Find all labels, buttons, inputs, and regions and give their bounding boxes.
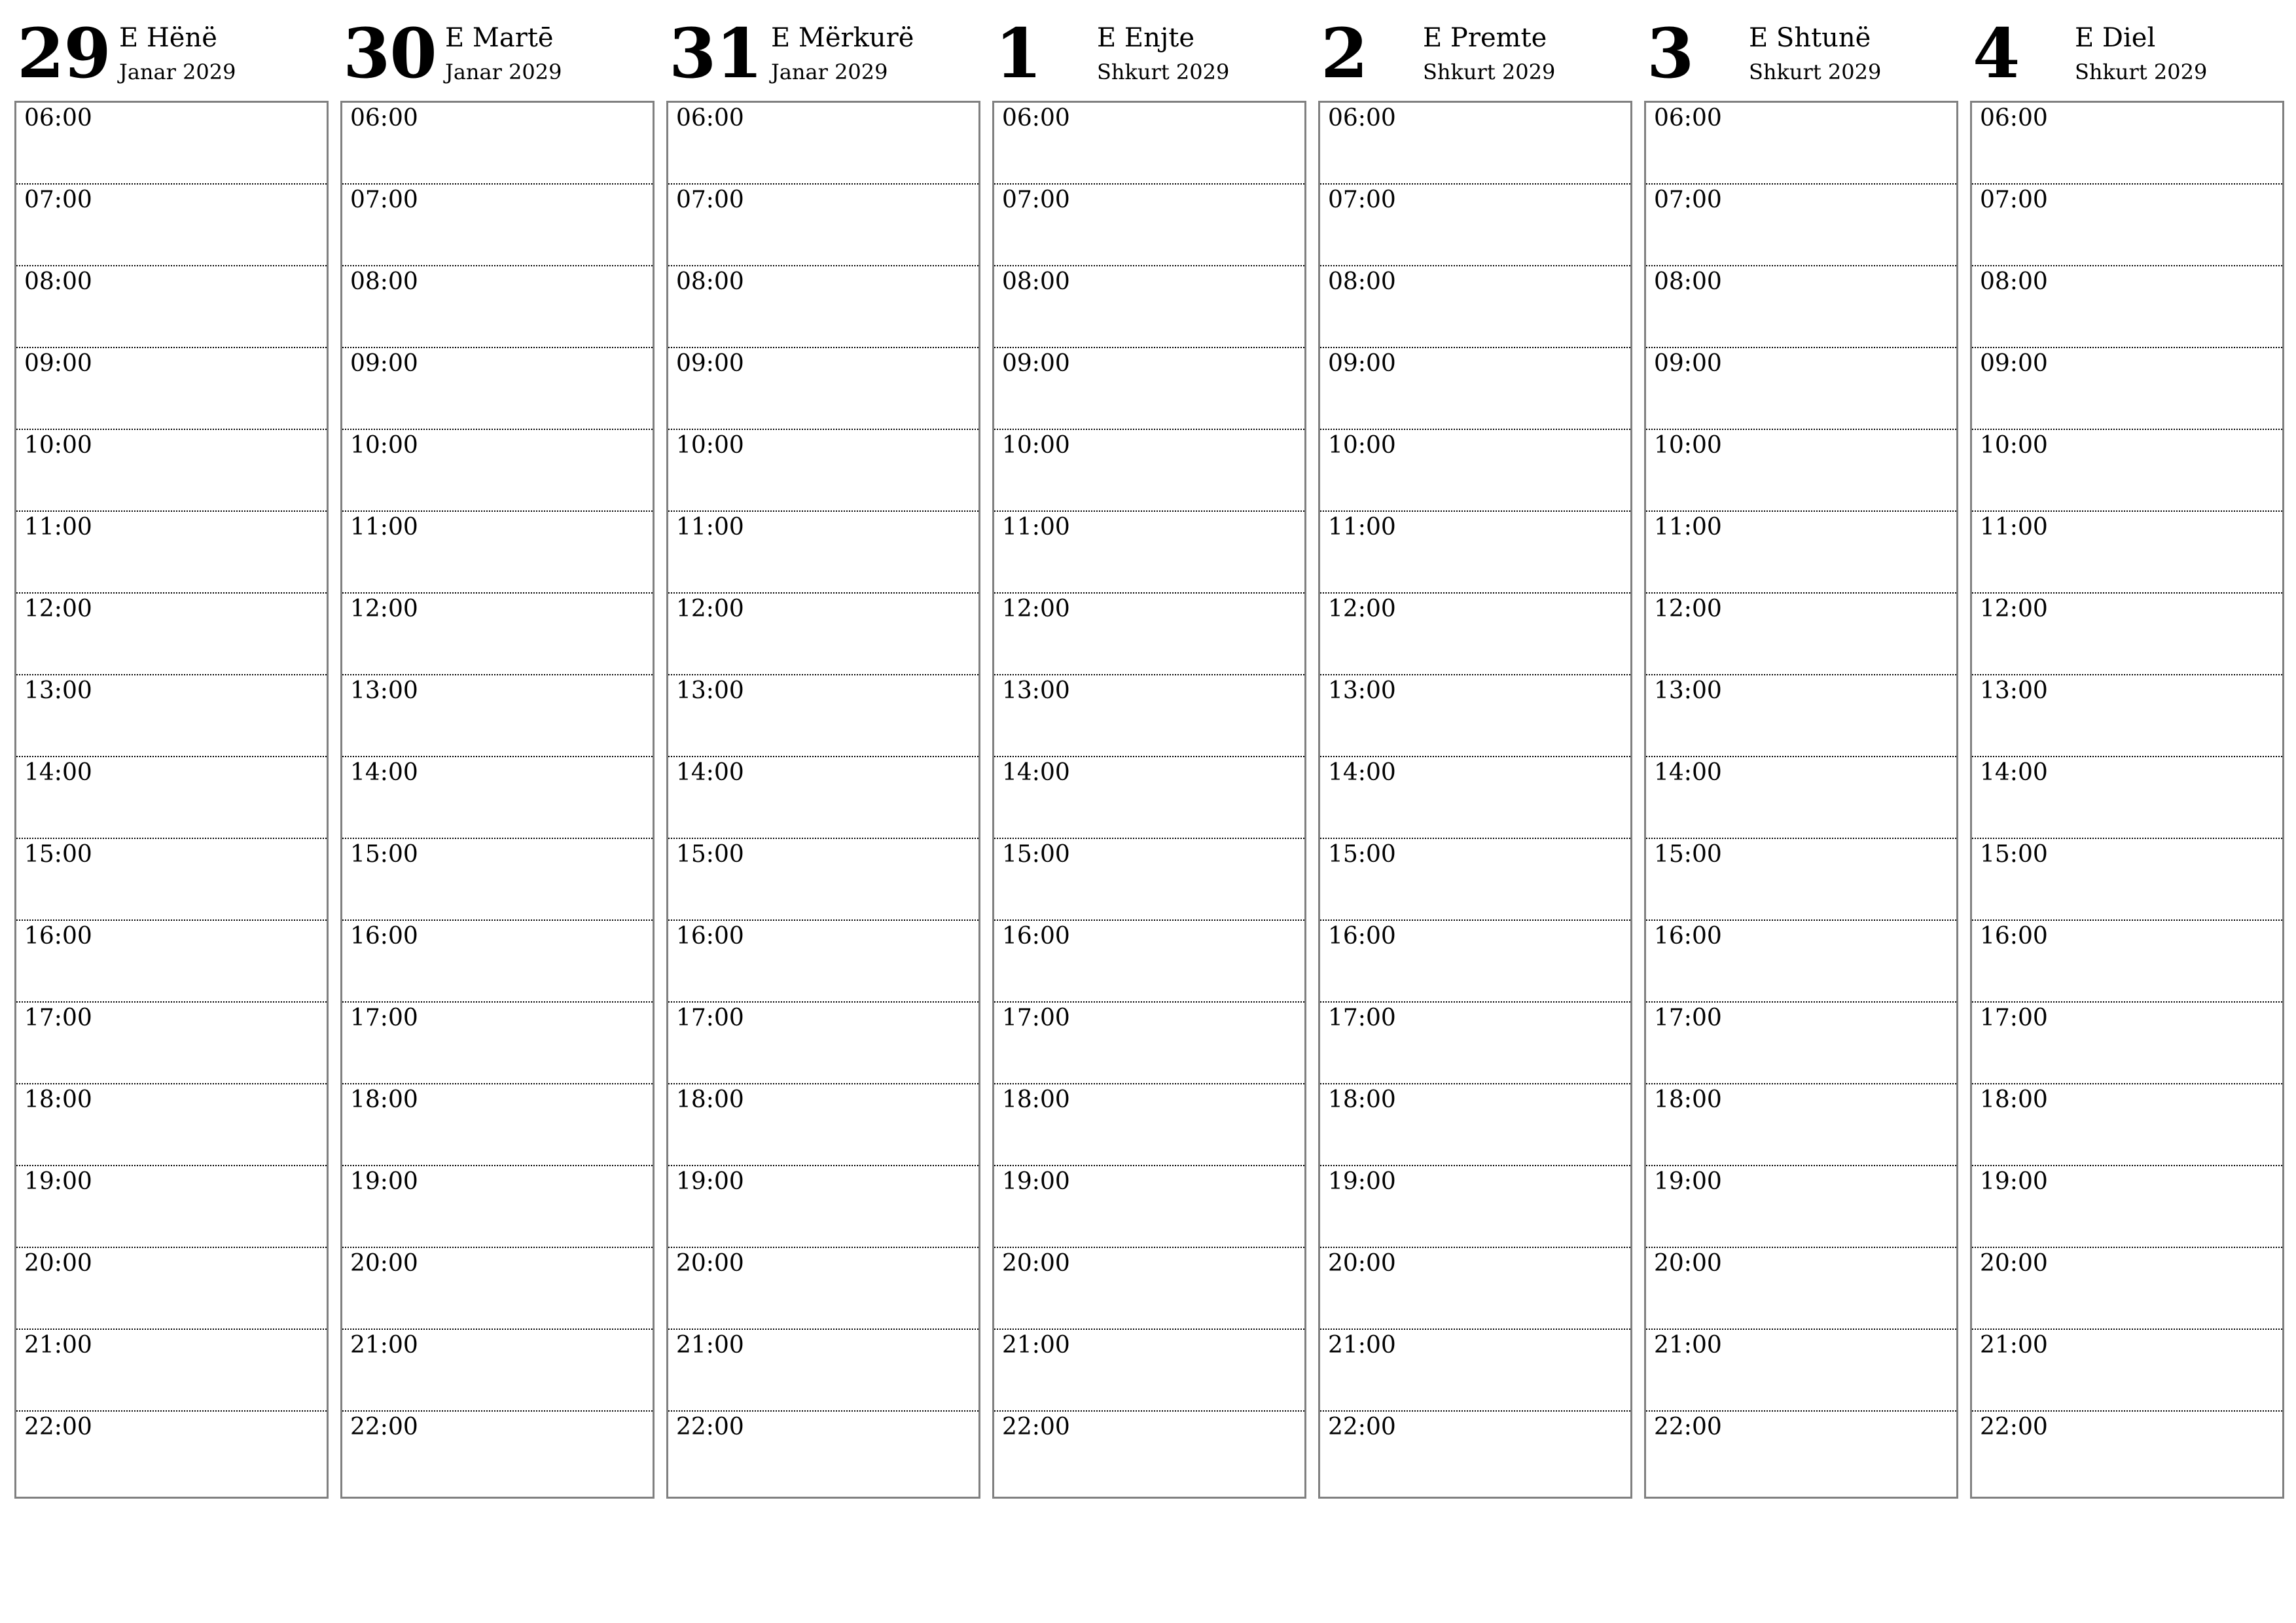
hour-label: 14:00 bbox=[1654, 759, 1722, 786]
hour-slot[interactable] bbox=[1320, 594, 1630, 675]
hour-slot[interactable] bbox=[16, 839, 327, 921]
hour-slot[interactable] bbox=[1972, 185, 2282, 266]
hour-label: 19:00 bbox=[1980, 1168, 2048, 1195]
hour-label: 20:00 bbox=[1002, 1250, 1070, 1277]
hour-slot[interactable] bbox=[994, 348, 1304, 430]
hour-slot[interactable] bbox=[1972, 675, 2282, 757]
hour-label: 09:00 bbox=[1002, 350, 1070, 377]
hour-slot[interactable] bbox=[668, 1248, 978, 1330]
hour-slot[interactable] bbox=[342, 1166, 653, 1248]
hour-label: 11:00 bbox=[676, 514, 744, 541]
hour-slot[interactable] bbox=[1320, 1166, 1630, 1248]
hour-slot[interactable] bbox=[16, 266, 327, 348]
hour-label: 15:00 bbox=[350, 841, 418, 868]
day-month-year: Janar 2029 bbox=[771, 60, 888, 84]
hour-label: 13:00 bbox=[1002, 677, 1070, 704]
hour-label: 11:00 bbox=[1002, 514, 1070, 541]
hour-label: 09:00 bbox=[1654, 350, 1722, 377]
hour-label: 13:00 bbox=[350, 677, 418, 704]
hour-label: 13:00 bbox=[1654, 677, 1722, 704]
hour-slot[interactable] bbox=[1972, 1330, 2282, 1412]
hour-label: 16:00 bbox=[350, 923, 418, 950]
hour-slot[interactable] bbox=[1320, 757, 1630, 839]
hour-slot[interactable] bbox=[1972, 266, 2282, 348]
hour-slot[interactable] bbox=[668, 839, 978, 921]
hour-label: 12:00 bbox=[676, 596, 744, 622]
hour-slot[interactable] bbox=[342, 1330, 653, 1412]
day-month-year: Janar 2029 bbox=[445, 60, 562, 84]
hour-label: 19:00 bbox=[1328, 1168, 1396, 1195]
hour-slot[interactable] bbox=[668, 1412, 978, 1493]
hour-slot[interactable] bbox=[16, 1166, 327, 1248]
hour-slot[interactable] bbox=[1646, 839, 1956, 921]
hour-slot[interactable] bbox=[994, 1248, 1304, 1330]
hour-label: 13:00 bbox=[1980, 677, 2048, 704]
hour-slot[interactable] bbox=[1646, 1412, 1956, 1493]
hour-slot[interactable] bbox=[994, 1330, 1304, 1412]
hour-slot[interactable] bbox=[16, 1248, 327, 1330]
hour-slot[interactable] bbox=[1320, 1084, 1630, 1166]
day-column bbox=[14, 0, 327, 1499]
hour-label: 11:00 bbox=[1328, 514, 1396, 541]
hour-label: 17:00 bbox=[350, 1005, 418, 1031]
hour-slot[interactable] bbox=[1320, 1412, 1630, 1493]
hour-slot[interactable] bbox=[16, 921, 327, 1003]
hour-label: 08:00 bbox=[1328, 268, 1396, 295]
hour-label: 20:00 bbox=[1654, 1250, 1722, 1277]
hour-label: 07:00 bbox=[676, 187, 744, 213]
hour-label: 16:00 bbox=[1654, 923, 1722, 950]
hour-label: 09:00 bbox=[350, 350, 418, 377]
hour-slot[interactable] bbox=[668, 103, 978, 185]
hour-slot[interactable] bbox=[1320, 348, 1630, 430]
hour-slot[interactable] bbox=[994, 185, 1304, 266]
hour-label: 08:00 bbox=[676, 268, 744, 295]
hour-label: 22:00 bbox=[1980, 1414, 2048, 1440]
hour-slot[interactable] bbox=[342, 266, 653, 348]
hour-grid bbox=[14, 101, 329, 1499]
hour-slot[interactable] bbox=[342, 430, 653, 512]
day-number: 31 bbox=[669, 13, 762, 94]
hour-slot[interactable] bbox=[1646, 103, 1956, 185]
hour-slot[interactable] bbox=[1646, 921, 1956, 1003]
hour-slot[interactable] bbox=[1646, 348, 1956, 430]
hour-label: 13:00 bbox=[1328, 677, 1396, 704]
hour-slot[interactable] bbox=[1972, 1248, 2282, 1330]
day-number: 2 bbox=[1321, 13, 1368, 94]
hour-label: 07:00 bbox=[1980, 187, 2048, 213]
hour-label: 07:00 bbox=[1328, 187, 1396, 213]
hour-label: 06:00 bbox=[676, 105, 744, 132]
hour-label: 08:00 bbox=[1980, 268, 2048, 295]
hour-slot[interactable] bbox=[342, 675, 653, 757]
day-name: E Martē bbox=[445, 23, 554, 53]
hour-label: 21:00 bbox=[676, 1332, 744, 1359]
day-number: 4 bbox=[1973, 13, 2020, 94]
hour-grid bbox=[1970, 101, 2284, 1499]
hour-label: 16:00 bbox=[1002, 923, 1070, 950]
hour-slot[interactable] bbox=[994, 594, 1304, 675]
hour-slot[interactable] bbox=[668, 1003, 978, 1084]
day-column bbox=[340, 0, 653, 1499]
hour-label: 09:00 bbox=[24, 350, 92, 377]
hour-label: 09:00 bbox=[1328, 350, 1396, 377]
hour-slot[interactable] bbox=[668, 512, 978, 594]
hour-label: 22:00 bbox=[1002, 1414, 1070, 1440]
hour-slot[interactable] bbox=[16, 103, 327, 185]
hour-label: 12:00 bbox=[1328, 596, 1396, 622]
hour-label: 20:00 bbox=[24, 1250, 92, 1277]
day-name: E Premte bbox=[1423, 23, 1547, 53]
hour-slot[interactable] bbox=[994, 103, 1304, 185]
hour-slot[interactable] bbox=[1646, 675, 1956, 757]
hour-label: 20:00 bbox=[676, 1250, 744, 1277]
hour-slot[interactable] bbox=[668, 185, 978, 266]
day-column bbox=[992, 0, 1305, 1499]
hour-label: 08:00 bbox=[1002, 268, 1070, 295]
day-header bbox=[666, 0, 979, 98]
hour-label: 07:00 bbox=[1002, 187, 1070, 213]
hour-slot[interactable] bbox=[1972, 512, 2282, 594]
hour-label: 15:00 bbox=[1980, 841, 2048, 868]
hour-slot[interactable] bbox=[1646, 1003, 1956, 1084]
hour-label: 11:00 bbox=[1980, 514, 2048, 541]
hour-label: 21:00 bbox=[24, 1332, 92, 1359]
day-month-year: Shkurt 2029 bbox=[2075, 60, 2208, 84]
hour-label: 12:00 bbox=[350, 596, 418, 622]
hour-slot[interactable] bbox=[342, 594, 653, 675]
hour-label: 20:00 bbox=[1980, 1250, 2048, 1277]
hour-slot[interactable] bbox=[1320, 1248, 1630, 1330]
hour-slot[interactable] bbox=[1646, 1330, 1956, 1412]
hour-label: 16:00 bbox=[1980, 923, 2048, 950]
hour-grid bbox=[666, 101, 980, 1499]
hour-label: 21:00 bbox=[1980, 1332, 2048, 1359]
hour-slot[interactable] bbox=[994, 839, 1304, 921]
hour-grid bbox=[992, 101, 1306, 1499]
hour-label: 17:00 bbox=[1980, 1005, 2048, 1031]
hour-slot[interactable] bbox=[994, 266, 1304, 348]
hour-label: 14:00 bbox=[1328, 759, 1396, 786]
hour-label: 14:00 bbox=[676, 759, 744, 786]
hour-slot[interactable] bbox=[1320, 839, 1630, 921]
hour-label: 15:00 bbox=[676, 841, 744, 868]
hour-slot[interactable] bbox=[1320, 430, 1630, 512]
hour-grid bbox=[1644, 101, 1958, 1499]
hour-label: 08:00 bbox=[1654, 268, 1722, 295]
hour-slot[interactable] bbox=[342, 1412, 653, 1493]
hour-label: 10:00 bbox=[350, 432, 418, 459]
hour-label: 12:00 bbox=[1980, 596, 2048, 622]
hour-label: 21:00 bbox=[350, 1332, 418, 1359]
hour-slot[interactable] bbox=[1320, 185, 1630, 266]
hour-slot[interactable] bbox=[1646, 266, 1956, 348]
hour-slot[interactable] bbox=[994, 1166, 1304, 1248]
hour-label: 14:00 bbox=[350, 759, 418, 786]
hour-label: 17:00 bbox=[24, 1005, 92, 1031]
hour-label: 15:00 bbox=[24, 841, 92, 868]
hour-slot[interactable] bbox=[342, 757, 653, 839]
hour-label: 18:00 bbox=[1980, 1086, 2048, 1113]
hour-slot[interactable] bbox=[668, 348, 978, 430]
hour-label: 14:00 bbox=[1980, 759, 2048, 786]
day-header bbox=[1644, 0, 1957, 98]
hour-slot[interactable] bbox=[668, 1084, 978, 1166]
hour-label: 16:00 bbox=[24, 923, 92, 950]
hour-label: 17:00 bbox=[1002, 1005, 1070, 1031]
hour-label: 06:00 bbox=[1654, 105, 1722, 132]
hour-slot[interactable] bbox=[16, 1412, 327, 1493]
hour-label: 19:00 bbox=[1002, 1168, 1070, 1195]
hour-slot[interactable] bbox=[668, 430, 978, 512]
hour-label: 12:00 bbox=[24, 596, 92, 622]
hour-label: 17:00 bbox=[1328, 1005, 1396, 1031]
hour-label: 08:00 bbox=[24, 268, 92, 295]
day-number: 29 bbox=[17, 13, 111, 94]
day-header bbox=[1970, 0, 2283, 98]
hour-label: 22:00 bbox=[24, 1414, 92, 1440]
hour-slot[interactable] bbox=[668, 921, 978, 1003]
hour-slot[interactable] bbox=[16, 675, 327, 757]
hour-label: 06:00 bbox=[350, 105, 418, 132]
day-name: E Mërkurë bbox=[771, 23, 914, 53]
hour-slot[interactable] bbox=[668, 266, 978, 348]
hour-grid bbox=[340, 101, 655, 1499]
hour-slot[interactable] bbox=[1646, 185, 1956, 266]
hour-label: 20:00 bbox=[1328, 1250, 1396, 1277]
hour-slot[interactable] bbox=[16, 430, 327, 512]
hour-slot[interactable] bbox=[994, 512, 1304, 594]
hour-slot[interactable] bbox=[342, 1248, 653, 1330]
hour-slot[interactable] bbox=[1320, 266, 1630, 348]
hour-slot[interactable] bbox=[1646, 1166, 1956, 1248]
hour-slot[interactable] bbox=[1972, 594, 2282, 675]
hour-slot[interactable] bbox=[1320, 103, 1630, 185]
hour-label: 11:00 bbox=[1654, 514, 1722, 541]
hour-slot[interactable] bbox=[1972, 1166, 2282, 1248]
hour-slot[interactable] bbox=[1972, 348, 2282, 430]
hour-label: 18:00 bbox=[676, 1086, 744, 1113]
hour-label: 19:00 bbox=[350, 1168, 418, 1195]
day-column bbox=[666, 0, 979, 1499]
hour-slot[interactable] bbox=[1972, 1084, 2282, 1166]
hour-label: 12:00 bbox=[1654, 596, 1722, 622]
hour-slot[interactable] bbox=[342, 921, 653, 1003]
hour-label: 16:00 bbox=[1328, 923, 1396, 950]
hour-slot[interactable] bbox=[1646, 757, 1956, 839]
day-month-year: Shkurt 2029 bbox=[1097, 60, 1230, 84]
hour-slot[interactable] bbox=[342, 103, 653, 185]
day-month-year: Janar 2029 bbox=[119, 60, 236, 84]
hour-label: 06:00 bbox=[1328, 105, 1396, 132]
hour-label: 19:00 bbox=[24, 1168, 92, 1195]
hour-slot[interactable] bbox=[1972, 1003, 2282, 1084]
hour-slot[interactable] bbox=[1646, 594, 1956, 675]
day-header bbox=[1318, 0, 1631, 98]
hour-slot[interactable] bbox=[1972, 430, 2282, 512]
hour-slot[interactable] bbox=[1646, 1248, 1956, 1330]
hour-slot[interactable] bbox=[1646, 512, 1956, 594]
day-month-year: Shkurt 2029 bbox=[1749, 60, 1882, 84]
hour-label: 22:00 bbox=[350, 1414, 418, 1440]
day-column bbox=[1318, 0, 1631, 1499]
hour-slot[interactable] bbox=[994, 757, 1304, 839]
hour-slot[interactable] bbox=[16, 594, 327, 675]
hour-label: 18:00 bbox=[1002, 1086, 1070, 1113]
hour-label: 11:00 bbox=[350, 514, 418, 541]
hour-label: 21:00 bbox=[1002, 1332, 1070, 1359]
hour-label: 06:00 bbox=[24, 105, 92, 132]
hour-label: 10:00 bbox=[1980, 432, 2048, 459]
hour-label: 13:00 bbox=[676, 677, 744, 704]
hour-slot[interactable] bbox=[1320, 1003, 1630, 1084]
hour-label: 18:00 bbox=[24, 1086, 92, 1113]
hour-label: 20:00 bbox=[350, 1250, 418, 1277]
hour-slot[interactable] bbox=[1320, 512, 1630, 594]
hour-slot[interactable] bbox=[1320, 1330, 1630, 1412]
hour-slot[interactable] bbox=[994, 675, 1304, 757]
hour-label: 19:00 bbox=[676, 1168, 744, 1195]
hour-label: 22:00 bbox=[1328, 1414, 1396, 1440]
hour-slot[interactable] bbox=[994, 1084, 1304, 1166]
hour-label: 18:00 bbox=[350, 1086, 418, 1113]
day-name: E Diel bbox=[2075, 23, 2156, 53]
hour-label: 14:00 bbox=[24, 759, 92, 786]
hour-label: 06:00 bbox=[1002, 105, 1070, 132]
day-name: E Enjte bbox=[1097, 23, 1195, 53]
hour-label: 13:00 bbox=[24, 677, 92, 704]
hour-label: 19:00 bbox=[1654, 1168, 1722, 1195]
hour-slot[interactable] bbox=[1972, 839, 2282, 921]
day-number: 30 bbox=[343, 13, 437, 94]
day-header bbox=[14, 0, 327, 98]
hour-slot[interactable] bbox=[668, 1166, 978, 1248]
hour-label: 15:00 bbox=[1002, 841, 1070, 868]
hour-slot[interactable] bbox=[342, 1003, 653, 1084]
hour-label: 21:00 bbox=[1328, 1332, 1396, 1359]
hour-label: 17:00 bbox=[676, 1005, 744, 1031]
hour-label: 10:00 bbox=[1328, 432, 1396, 459]
hour-slot[interactable] bbox=[1972, 103, 2282, 185]
hour-slot[interactable] bbox=[668, 675, 978, 757]
hour-label: 09:00 bbox=[1980, 350, 2048, 377]
hour-label: 22:00 bbox=[676, 1414, 744, 1440]
weekly-planner bbox=[14, 0, 2289, 1499]
hour-label: 08:00 bbox=[350, 268, 418, 295]
hour-slot[interactable] bbox=[994, 430, 1304, 512]
hour-slot[interactable] bbox=[1972, 1412, 2282, 1493]
hour-slot[interactable] bbox=[1646, 1084, 1956, 1166]
hour-slot[interactable] bbox=[994, 1003, 1304, 1084]
day-column bbox=[1644, 0, 1957, 1499]
hour-slot[interactable] bbox=[342, 348, 653, 430]
hour-label: 07:00 bbox=[1654, 187, 1722, 213]
hour-slot[interactable] bbox=[342, 512, 653, 594]
hour-label: 16:00 bbox=[676, 923, 744, 950]
hour-slot[interactable] bbox=[1972, 757, 2282, 839]
hour-slot[interactable] bbox=[1646, 430, 1956, 512]
hour-label: 10:00 bbox=[676, 432, 744, 459]
hour-slot[interactable] bbox=[668, 1330, 978, 1412]
day-name: E Hënë bbox=[119, 23, 217, 53]
hour-label: 06:00 bbox=[1980, 105, 2048, 132]
hour-slot[interactable] bbox=[16, 757, 327, 839]
hour-slot[interactable] bbox=[668, 594, 978, 675]
day-header bbox=[340, 0, 653, 98]
hour-label: 15:00 bbox=[1654, 841, 1722, 868]
hour-label: 10:00 bbox=[24, 432, 92, 459]
hour-label: 11:00 bbox=[24, 514, 92, 541]
hour-label: 18:00 bbox=[1328, 1086, 1396, 1113]
hour-slot[interactable] bbox=[1320, 675, 1630, 757]
hour-slot[interactable] bbox=[342, 839, 653, 921]
hour-slot[interactable] bbox=[994, 921, 1304, 1003]
hour-label: 10:00 bbox=[1654, 432, 1722, 459]
hour-label: 07:00 bbox=[24, 187, 92, 213]
hour-slot[interactable] bbox=[342, 1084, 653, 1166]
hour-label: 14:00 bbox=[1002, 759, 1070, 786]
day-month-year: Shkurt 2029 bbox=[1423, 60, 1556, 84]
hour-label: 18:00 bbox=[1654, 1086, 1722, 1113]
hour-slot[interactable] bbox=[16, 1330, 327, 1412]
hour-slot[interactable] bbox=[994, 1412, 1304, 1493]
hour-label: 15:00 bbox=[1328, 841, 1396, 868]
hour-slot[interactable] bbox=[1972, 921, 2282, 1003]
hour-slot[interactable] bbox=[342, 185, 653, 266]
hour-slot[interactable] bbox=[16, 512, 327, 594]
hour-slot[interactable] bbox=[16, 348, 327, 430]
day-number: 1 bbox=[995, 13, 1042, 94]
day-column bbox=[1970, 0, 2283, 1499]
hour-slot[interactable] bbox=[1320, 921, 1630, 1003]
day-name: E Shtunë bbox=[1749, 23, 1871, 53]
hour-slot[interactable] bbox=[16, 1003, 327, 1084]
hour-label: 12:00 bbox=[1002, 596, 1070, 622]
hour-grid bbox=[1318, 101, 1632, 1499]
day-header bbox=[992, 0, 1305, 98]
hour-label: 21:00 bbox=[1654, 1332, 1722, 1359]
hour-slot[interactable] bbox=[16, 1084, 327, 1166]
hour-label: 22:00 bbox=[1654, 1414, 1722, 1440]
hour-slot[interactable] bbox=[668, 757, 978, 839]
day-number: 3 bbox=[1647, 13, 1694, 94]
hour-label: 07:00 bbox=[350, 187, 418, 213]
hour-label: 17:00 bbox=[1654, 1005, 1722, 1031]
hour-label: 10:00 bbox=[1002, 432, 1070, 459]
hour-slot[interactable] bbox=[16, 185, 327, 266]
hour-label: 09:00 bbox=[676, 350, 744, 377]
